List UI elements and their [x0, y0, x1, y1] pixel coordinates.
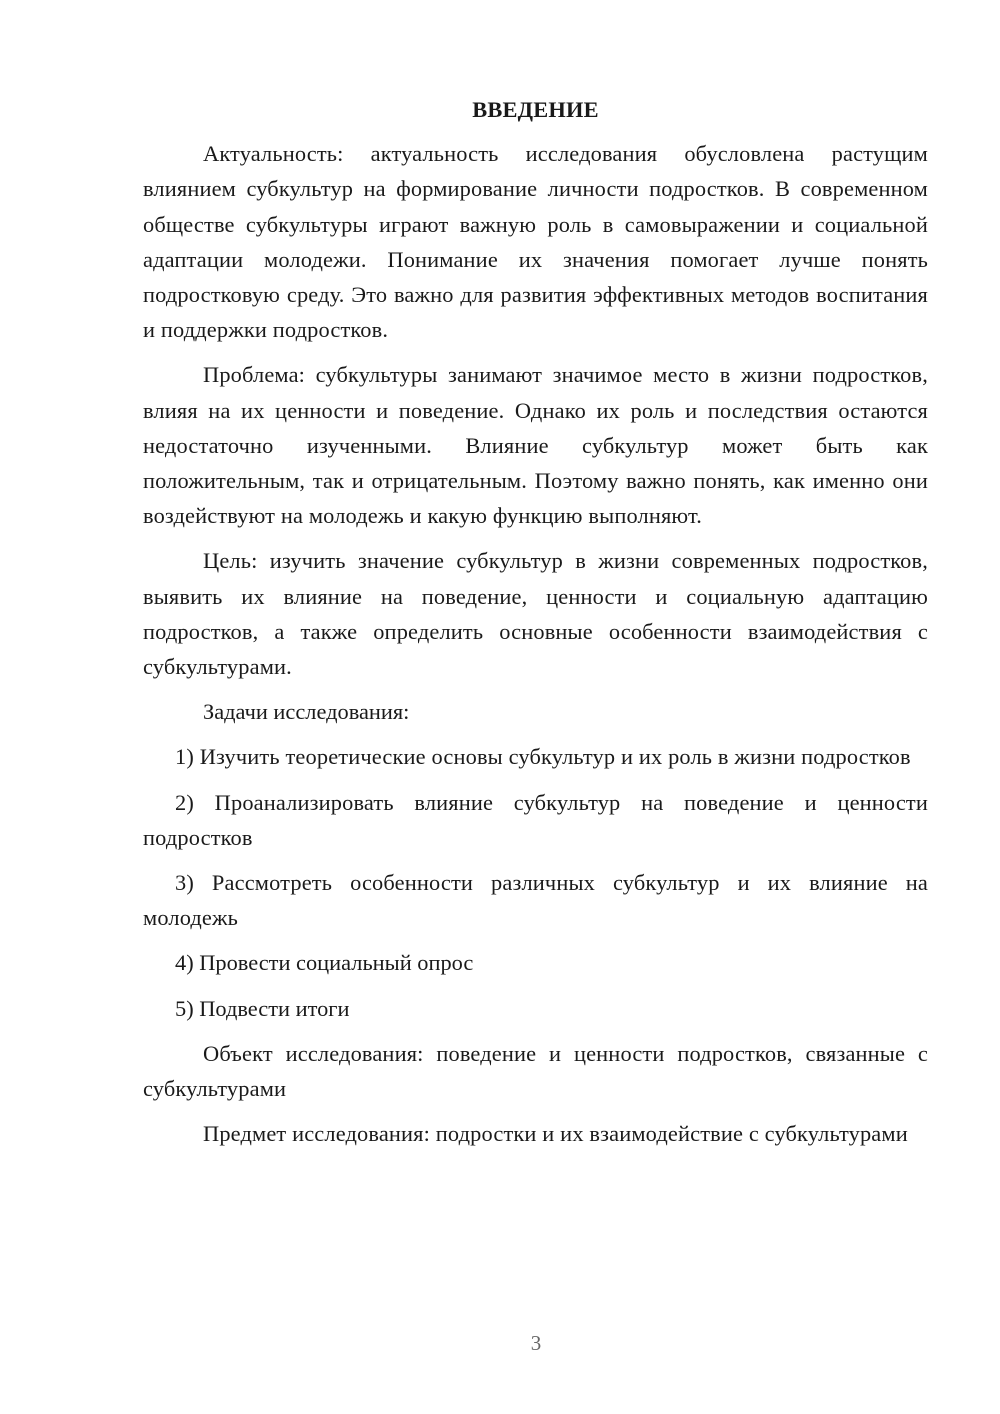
- task-item-1: 1) Изучить теоретические основы субкультур и их роль в жизни подростков: [175, 744, 911, 770]
- task-item-5: 5) Подвести итоги: [175, 995, 350, 1021]
- task-item-4: 4) Провести социальный опрос: [175, 950, 474, 976]
- task-item-2: 2) Проанализировать влияние субкультур на поведение и ценности подростков: [143, 789, 928, 850]
- problem-paragraph: Проблема: субкультуры занимают значимое место в жизни подростков, влияя на их ценности и поведение. Однако их роль и последствия остаются недостаточно изученными. Влияние субкультур может быть как положительным, так и отрицательным. Поэтому важно понять, как именно они воздействуют на молодежь и какую функцию выполняют.: [143, 362, 928, 529]
- page-number: 3: [530, 1331, 542, 1355]
- tasks-heading: Задачи исследования:: [203, 699, 410, 725]
- goal-paragraph: Цель: изучить значение субкультур в жизни современных подростков, выявить их влияние на поведение, ценности и социальную адаптацию подростков, а также определить основные особенности взаимодействия с субкультурами.: [143, 548, 928, 680]
- task-item-3: 3) Рассмотреть особенности различных субкультур и их влияние на молодежь: [143, 870, 928, 931]
- relevance-paragraph: Актуальность: актуальность исследования обусловлена растущим влиянием субкультур на формирование личности подростков. В современном обществе субкультуры играют важную роль в самовыражении и социальной адаптации молодежи. Понимание их значения помогает лучше понять подростковую среду. Это важно для развития эффективных методов воспитания и поддержки подростков.: [143, 141, 928, 343]
- object-paragraph: Объект исследования: поведение и ценности подростков, связанные с субкультурами: [143, 1040, 928, 1102]
- page-title: ВВЕДЕНИЕ: [472, 97, 599, 122]
- document-page: [143, 92, 928, 1161]
- subject-paragraph: Предмет исследования: подростки и их взаимодействие с субкультурами: [203, 1121, 908, 1147]
